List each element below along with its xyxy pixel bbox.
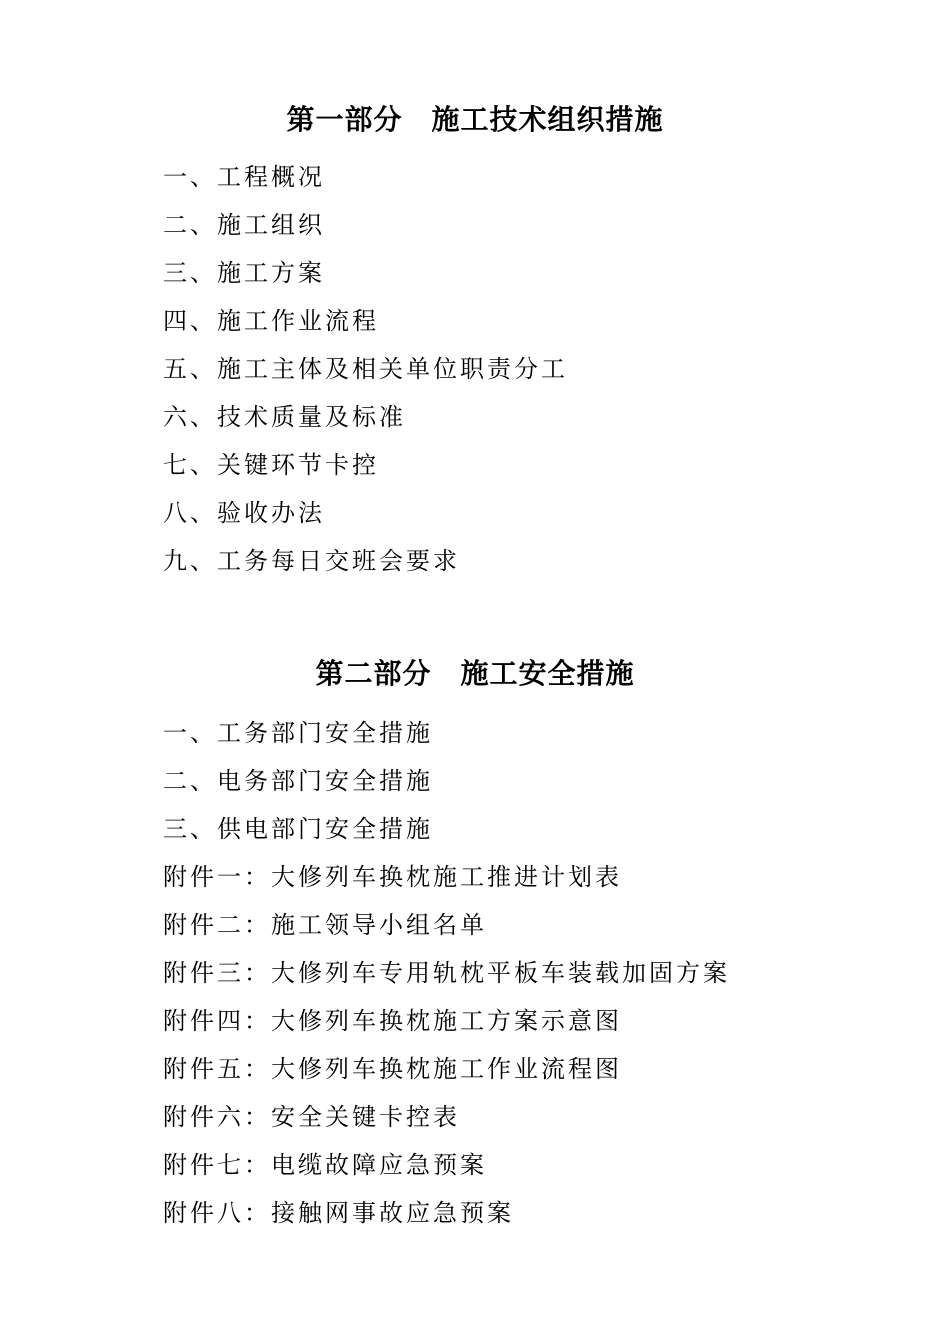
toc-item: 三、施工方案 bbox=[163, 259, 325, 287]
toc-item: 九、工务每日交班会要求 bbox=[163, 547, 460, 575]
part1-toc-list bbox=[163, 153, 568, 585]
toc-item: 五、施工主体及相关单位职责分工 bbox=[163, 355, 568, 383]
toc-item: 附件四：大修列车换枕施工方案示意图 bbox=[163, 1007, 622, 1035]
part2-heading: 第二部分 施工安全措施 bbox=[315, 657, 635, 690]
toc-item: 八、验收办法 bbox=[163, 499, 325, 527]
toc-item: 二、施工组织 bbox=[163, 211, 325, 239]
toc-item: 六、技术质量及标准 bbox=[163, 403, 406, 431]
toc-item: 二、电务部门安全措施 bbox=[163, 767, 433, 795]
toc-item: 七、关键环节卡控 bbox=[163, 451, 379, 479]
toc-item: 附件三：大修列车专用轨枕平板车装载加固方案 bbox=[163, 959, 730, 987]
toc-item: 附件二：施工领导小组名单 bbox=[163, 911, 487, 939]
toc-item: 四、施工作业流程 bbox=[163, 307, 379, 335]
toc-item: 三、供电部门安全措施 bbox=[163, 815, 433, 843]
part1-heading: 第一部分 施工技术组织措施 bbox=[286, 103, 664, 136]
toc-item: 附件六：安全关键卡控表 bbox=[163, 1103, 460, 1131]
toc-item: 附件八：接触网事故应急预案 bbox=[163, 1199, 514, 1227]
toc-item: 一、工务部门安全措施 bbox=[163, 719, 433, 747]
part2-toc-list bbox=[163, 709, 730, 1237]
toc-item: 附件七：电缆故障应急预案 bbox=[163, 1151, 487, 1179]
toc-item: 附件五：大修列车换枕施工作业流程图 bbox=[163, 1055, 622, 1083]
toc-item: 一、工程概况 bbox=[163, 163, 325, 191]
toc-item: 附件一：大修列车换枕施工推进计划表 bbox=[163, 863, 622, 891]
